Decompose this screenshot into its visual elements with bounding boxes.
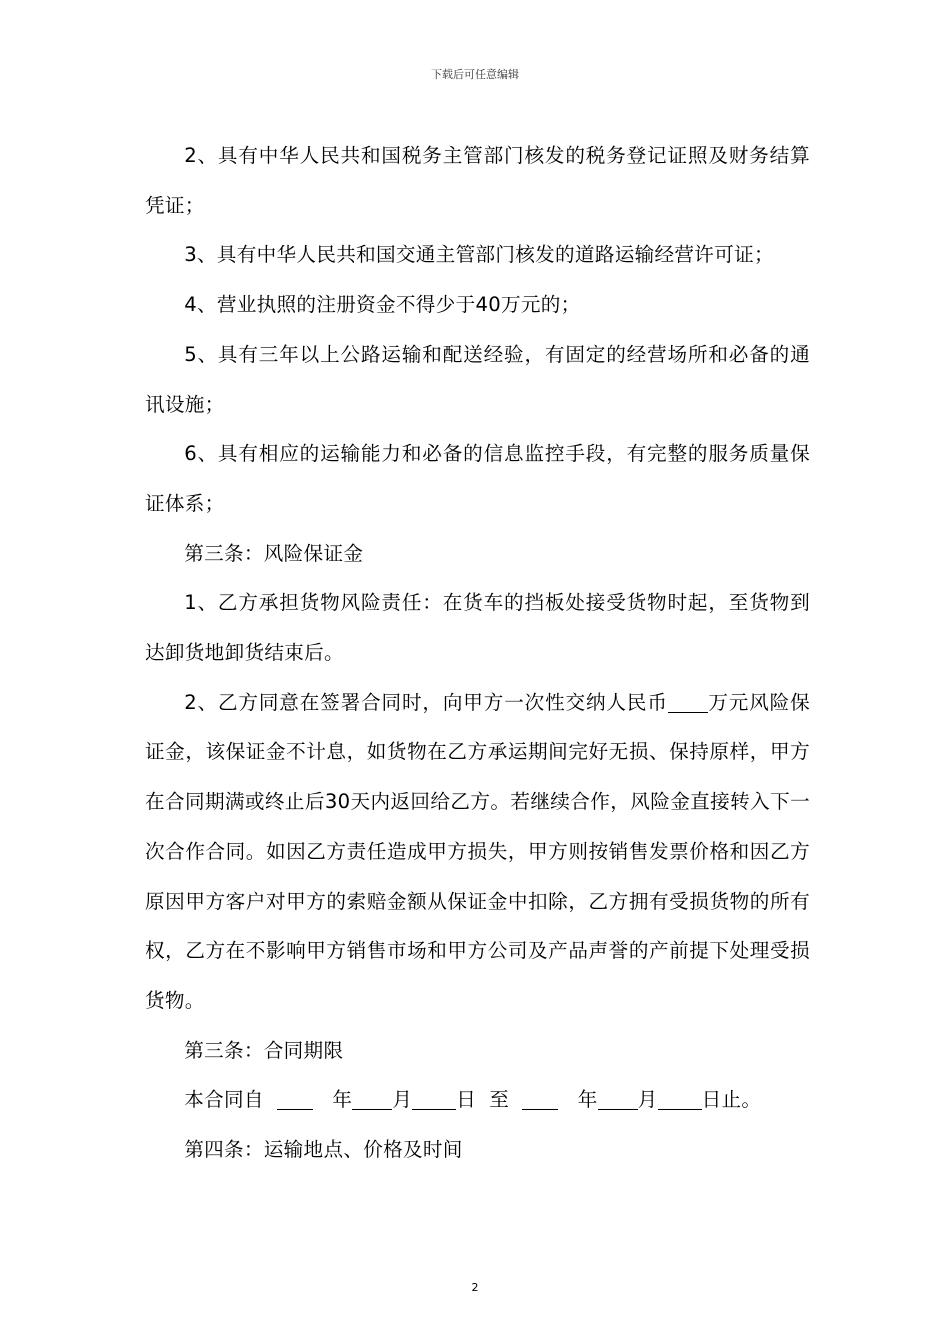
clause-paragraph: 2、具有中华人民共和国税务主管部门核发的税务登记证照及财务结算凭证；	[145, 144, 810, 217]
deposit-clause-text: 2、乙方同意在签署合同时，向甲方一次性交纳人民币	[184, 690, 668, 714]
clause-paragraph: 4、营业执照的注册资金不得少于40万元的；	[184, 293, 581, 317]
to-label: 至	[489, 1088, 510, 1112]
clause-paragraph: 5、具有三年以上公路运输和配送经验，有固定的经营场所和必备的通讯设施；	[145, 342, 810, 416]
section-heading-contract-term: 第三条：合同期限	[184, 1038, 344, 1062]
month-blank	[352, 1090, 392, 1111]
year-label: 年	[332, 1088, 353, 1112]
month-label: 月	[392, 1088, 413, 1112]
section-heading-risk-deposit: 第三条：风险保证金	[184, 541, 364, 565]
term-clause	[145, 1075, 810, 1125]
document-body	[145, 131, 810, 1175]
clause-paragraph: 6、具有相应的运输能力和必备的信息监控手段，有完整的服务质量保证体系；	[145, 442, 810, 515]
day-label: 日止。	[701, 1088, 762, 1112]
month-blank	[598, 1090, 638, 1111]
month-label: 月	[637, 1088, 658, 1112]
page-header: 下载后可任意编辑	[431, 68, 519, 81]
day-blank	[412, 1090, 456, 1111]
deposit-clause-text: 万元风险保证金，该保证金不计息，如货物在乙方承运期间完好无损、保持原样，甲方在合同期满或终止后30天内返回给乙方。若继续合作，风险金直接转入下一次合作合同。如因乙方责任造成甲方损失，甲方则按销售发票价格和因乙方原因甲方客户对甲方的索赔金额从保证金中扣除，乙方拥有受损货物的所有权，乙方在不影响甲方销售市场和甲方公司及产品声誉的产前提下处理受损货物。	[145, 690, 810, 1012]
day-blank	[658, 1090, 702, 1111]
amount-blank	[668, 692, 708, 713]
section-heading-transport: 第四条：运输地点、价格及时间	[184, 1138, 463, 1162]
term-prefix: 本合同自	[184, 1088, 264, 1112]
clause-paragraph: 3、具有中华人民共和国交通主管部门核发的道路运输经营许可证；	[184, 243, 774, 267]
day-label: 日	[456, 1088, 477, 1112]
year-blank	[277, 1090, 313, 1111]
year-blank	[522, 1090, 558, 1111]
year-label: 年	[577, 1088, 598, 1112]
clause-paragraph: 1、乙方承担货物风险责任：在货车的挡板处接受货物时起，至货物到达卸货地卸货结束后。	[145, 591, 810, 665]
page-number: 2	[471, 1281, 479, 1294]
deposit-clause	[145, 678, 810, 1026]
